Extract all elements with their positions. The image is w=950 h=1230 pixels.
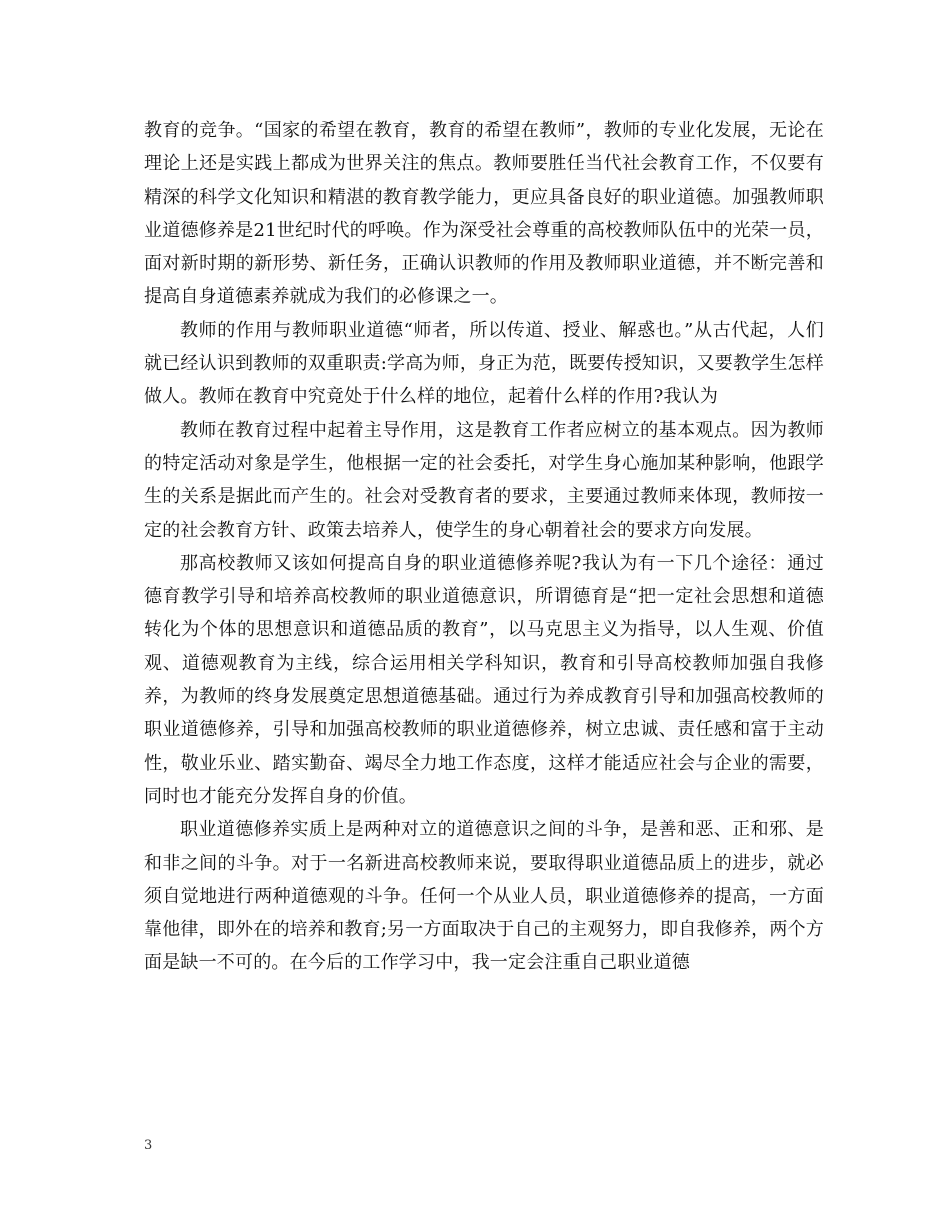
page-number: 3 xyxy=(144,1138,153,1153)
paragraph-improvement-paths: 那高校教师又该如何提高自身的职业道德修养呢?我认为有一下几个途径：通过德育教学引导和培养高校教师的职业道德意识，所谓德育是“把一定社会思想和道德转化为个体的思想意识和道德品质的教育”，以马克思主义为指导，以人生观、价值观、道德观教育为主线，综合运用相关学科知识，教育和引导高校教师加强自我修养，为教师的终身发展奠定思想道德基础。通过行为养成教育引导和加强高校教师的职业道德修养，引导和加强高校教师的职业道德修养，树立忠诚、责任感和富于主动性，敬业乐业、踏实勤奋、竭尽全力地工作态度，这样才能适应社会与企业的需要，同时也才能充分发挥自身的价值。 xyxy=(144,552,824,807)
paragraph-continuation: 教育的竞争。“国家的希望在教育，教育的希望在教师”，教师的专业化发展，无论在理论上还是实践上都成为世界关注的焦点。教师要胜任当代社会教育工作，不仅要有精深的科学文化知识和精湛的教育教学能力，更应具备良好的职业道德。加强教师职业道德修养是21世纪时代的呼唤。作为深受社会尊重的高校教师队伍中的光荣一员，面对新时期的新形势、新任务，正确认识教师的作用及教师职业道德，并不断完善和提高自身道德素养就成为我们的必修课之一。 xyxy=(144,120,824,308)
body-text xyxy=(144,114,824,980)
paragraph-leading-role: 教师在教育过程中起着主导作用，这是教育工作者应树立的基本观点。因为教师的特定活动对象是学生，他根据一定的社会委托，对学生身心施加某种影响，他跟学生的关系是据此而产生的。社会对受教育者的要求，主要通过教师来体现，教师按一定的社会教育方针、政策去培养人，使学生的身心朝着社会的要求方向发展。 xyxy=(144,419,824,541)
paragraph-teacher-role: 教师的作用与教师职业道德“师者，所以传道、授业、解惑也。”从古代起，人们就已经认识到教师的双重职责:学高为师，身正为范，既要传授知识，又要教学生怎样做人。教师在教育中究竟处于什么样的地位，起着什么样的作用?我认为 xyxy=(144,319,824,408)
paragraph-moral-struggle: 职业道德修养实质上是两种对立的道德意识之间的斗争，是善和恶、正和邪、是和非之间的斗争。对于一名新进高校教师来说，要取得职业道德品质上的进步，就必须自觉地进行两种道德观的斗争。任何一个从业人员，职业道德修养的提高，一方面靠他律，即外在的培养和教育;另一方面取决于自己的主观努力，即自我修养，两个方面是缺一不可的。在今后的工作学习中，我一定会注重自己职业道德 xyxy=(144,819,824,974)
